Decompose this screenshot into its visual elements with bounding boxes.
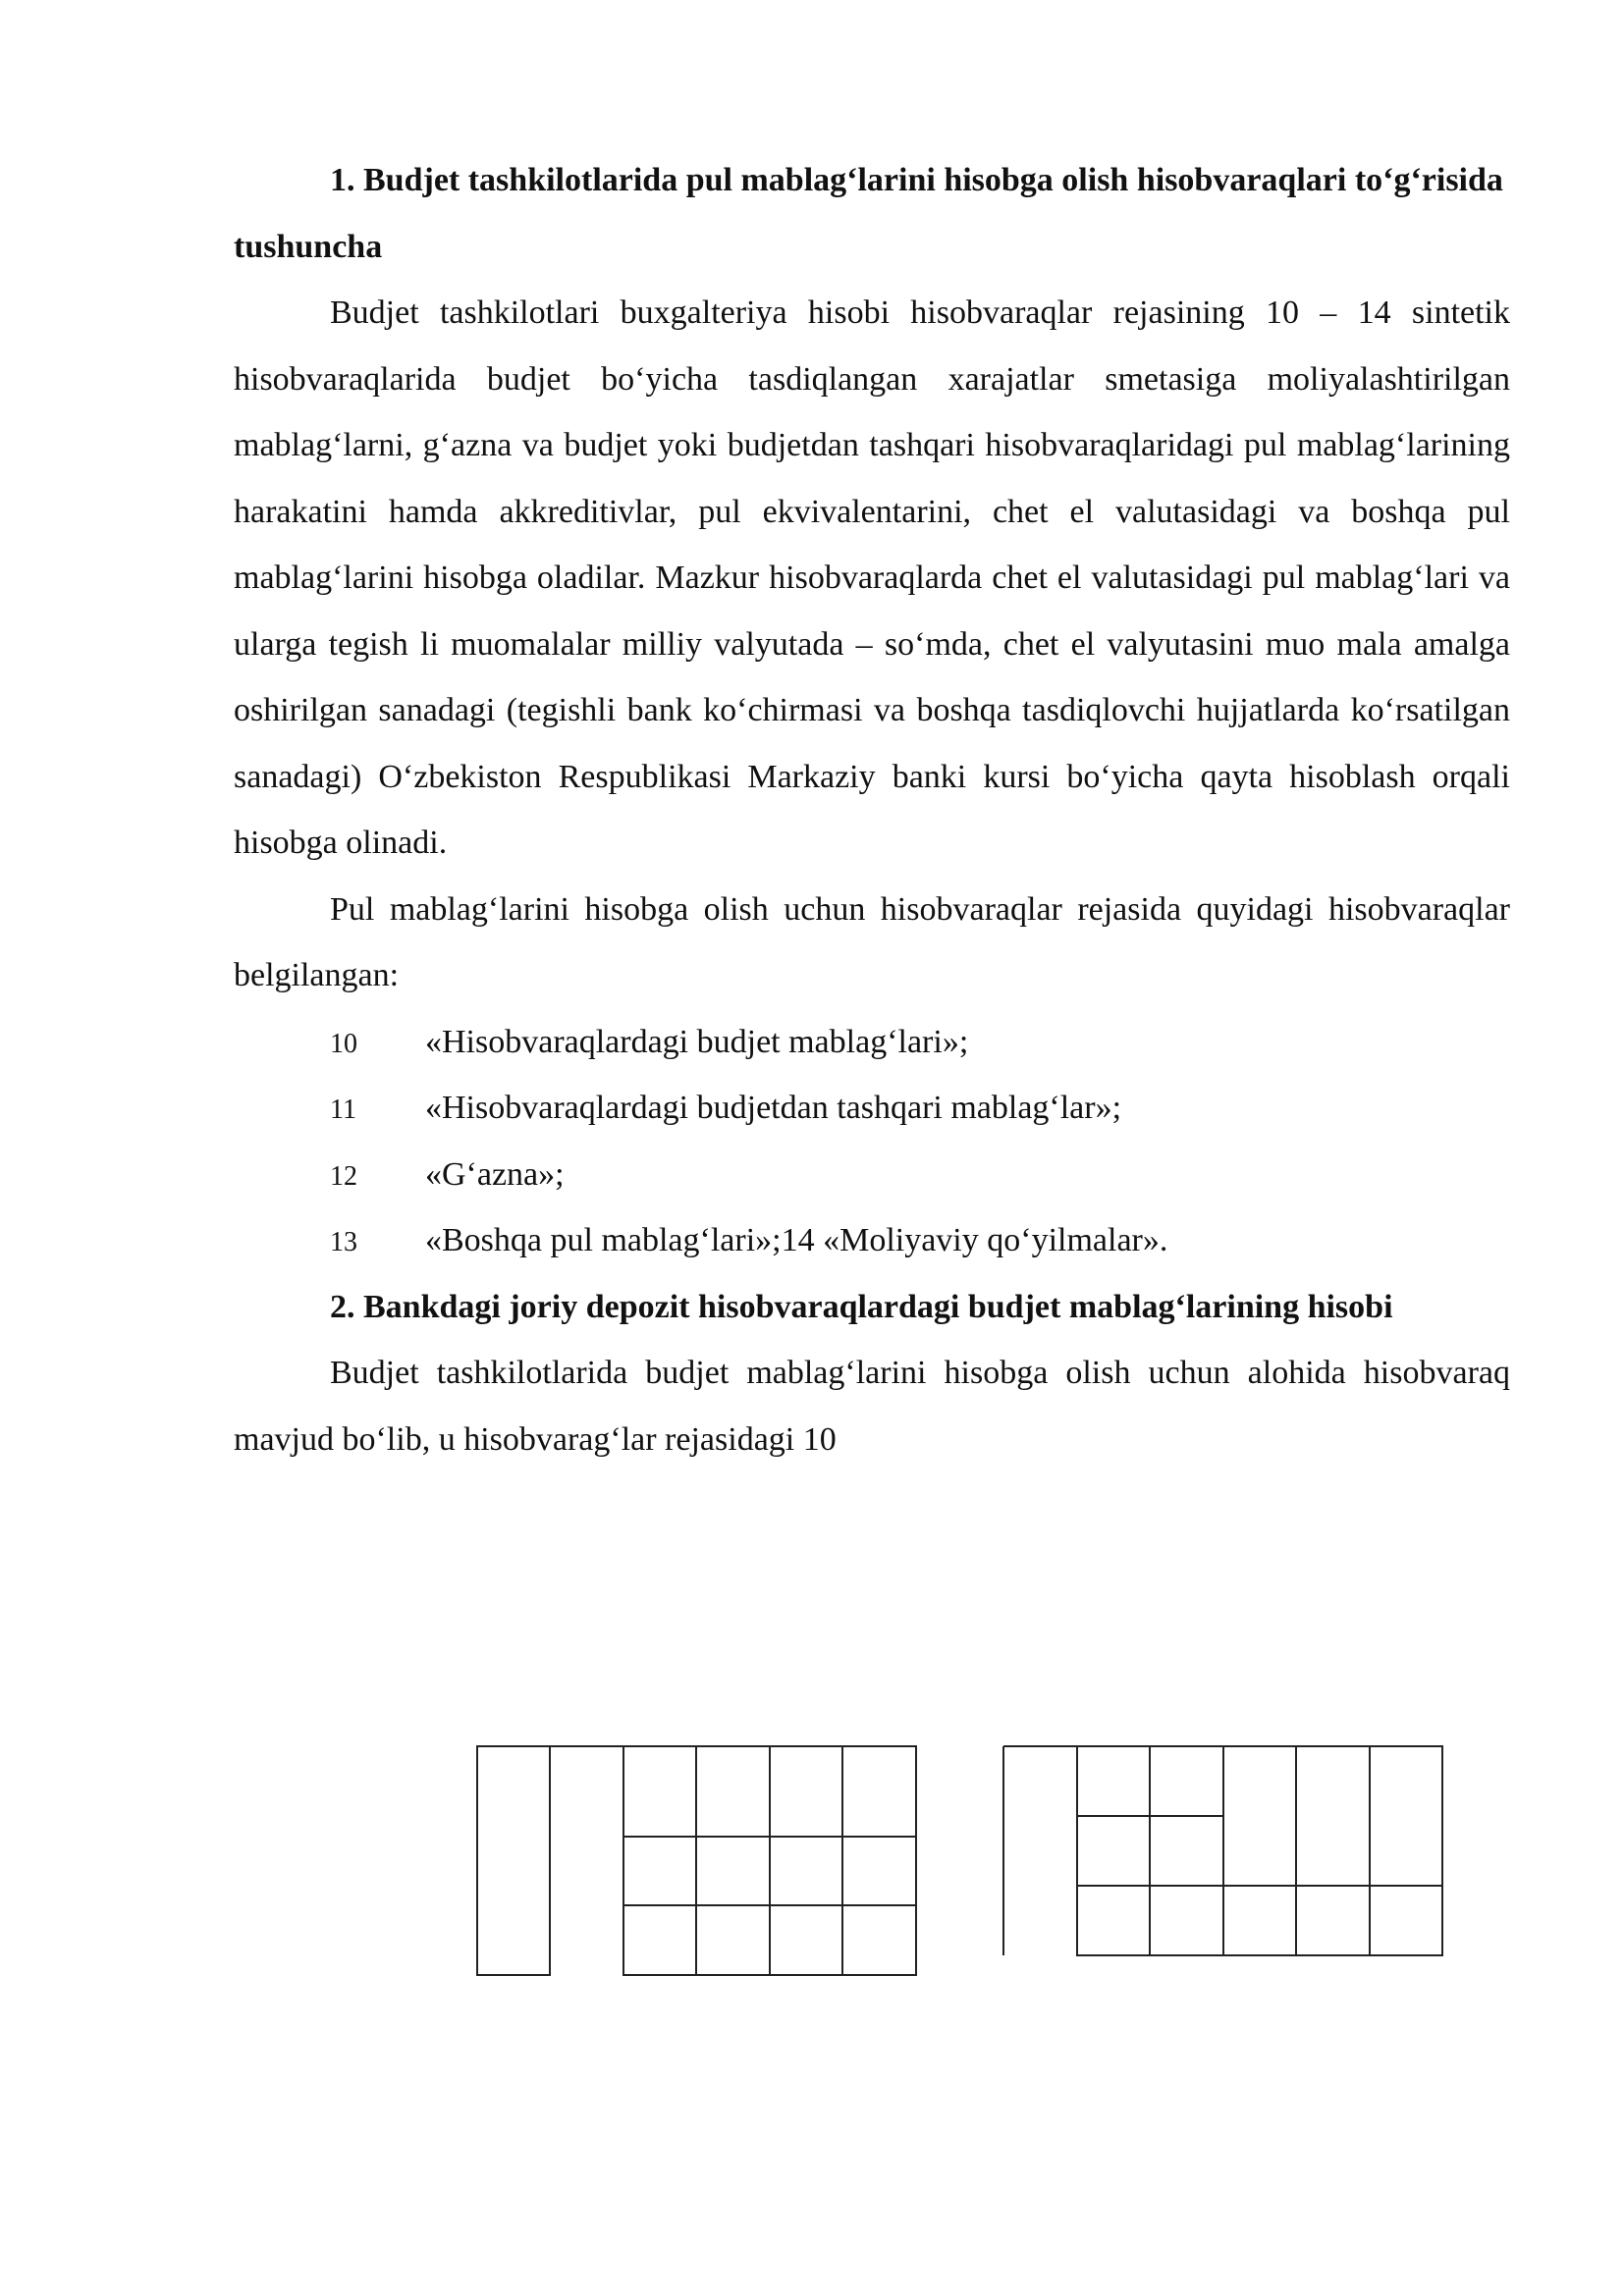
account-title: «G‘azna»; xyxy=(425,1155,565,1193)
section-1-heading: 1. Budjet tashkilotlarida pul mablag‘larini hisobga olish hisobvaraqlari to‘g‘risida tushuncha xyxy=(234,162,1503,265)
account-code: 12 xyxy=(330,1160,357,1192)
grid-outer-box xyxy=(1077,1746,1442,1955)
narrow-column-box xyxy=(477,1746,550,1975)
account-title: «Boshqa pul mablag‘lari»;14 «Moliyaviy qo‘yilmalar». xyxy=(425,1222,1168,1258)
account-code: 13 xyxy=(330,1227,357,1257)
section-1-paragraph-1: Budjet tashkilotlari buxgalteriya hisobi hisobvaraqlar rejasining 10 – 14 sintetik hisobvaraqlarida budjet bo‘yicha tasdiqlangan xarajatlar smetasiga moliyalashtirilgan mablag‘larni, g‘azna va budjet yoki budjetdan tashqari hisobvaraqlaridagi pul mablag‘larining harakatini hamda akkreditivlar, pul ekvivalentarini, chet el valutasidagi va boshqa pul mablag‘larini hisobga oladilar. Mazkur hisobvaraqlarda chet el valutasidagi pul mablag‘lari va ularga tegish li muomalalar milliy valyutada – so‘mda, chet el valyutasini muo mala amalga oshirilgan sanadagi (tegishli bank ko‘chirmasi va boshqa tasdiqlovchi hujjatlarda ko‘rsatilgan sanadagi) O‘zbekiston Respublikasi Markaziy banki kursi bo‘yicha qayta hisoblash orqali hisobga olinadi. xyxy=(234,294,1510,861)
account-title: «Hisobvaraqlardagi budjetdan tashqari mablag‘lar»; xyxy=(425,1090,1122,1126)
section-2-paragraph-1: Budjet tashkilotlarida budjet mablag‘larini hisobga olish uchun alohida hisobvaraq mavjud bo‘lib, u hisobvarag‘lar rejasidagi 10 xyxy=(234,1355,1510,1458)
account-code: 10 xyxy=(330,1028,357,1059)
left-grid-figure xyxy=(477,1746,916,1975)
section-1-paragraph-2: Pul mablag‘larini hisobga olish uchun hisobvaraqlar rejasida quyidagi hisobvaraqlar belgilangan: xyxy=(234,890,1510,993)
section-2-heading: 2. Bankdagi joriy depozit hisobvaraqlardagi budjet mablag‘larining hisobi xyxy=(330,1288,1393,1325)
account-code: 11 xyxy=(330,1095,356,1125)
right-grid-figure xyxy=(1003,1746,1442,1955)
account-title: «Hisobvaraqlardagi budjet mablag‘lari»; xyxy=(425,1023,969,1060)
